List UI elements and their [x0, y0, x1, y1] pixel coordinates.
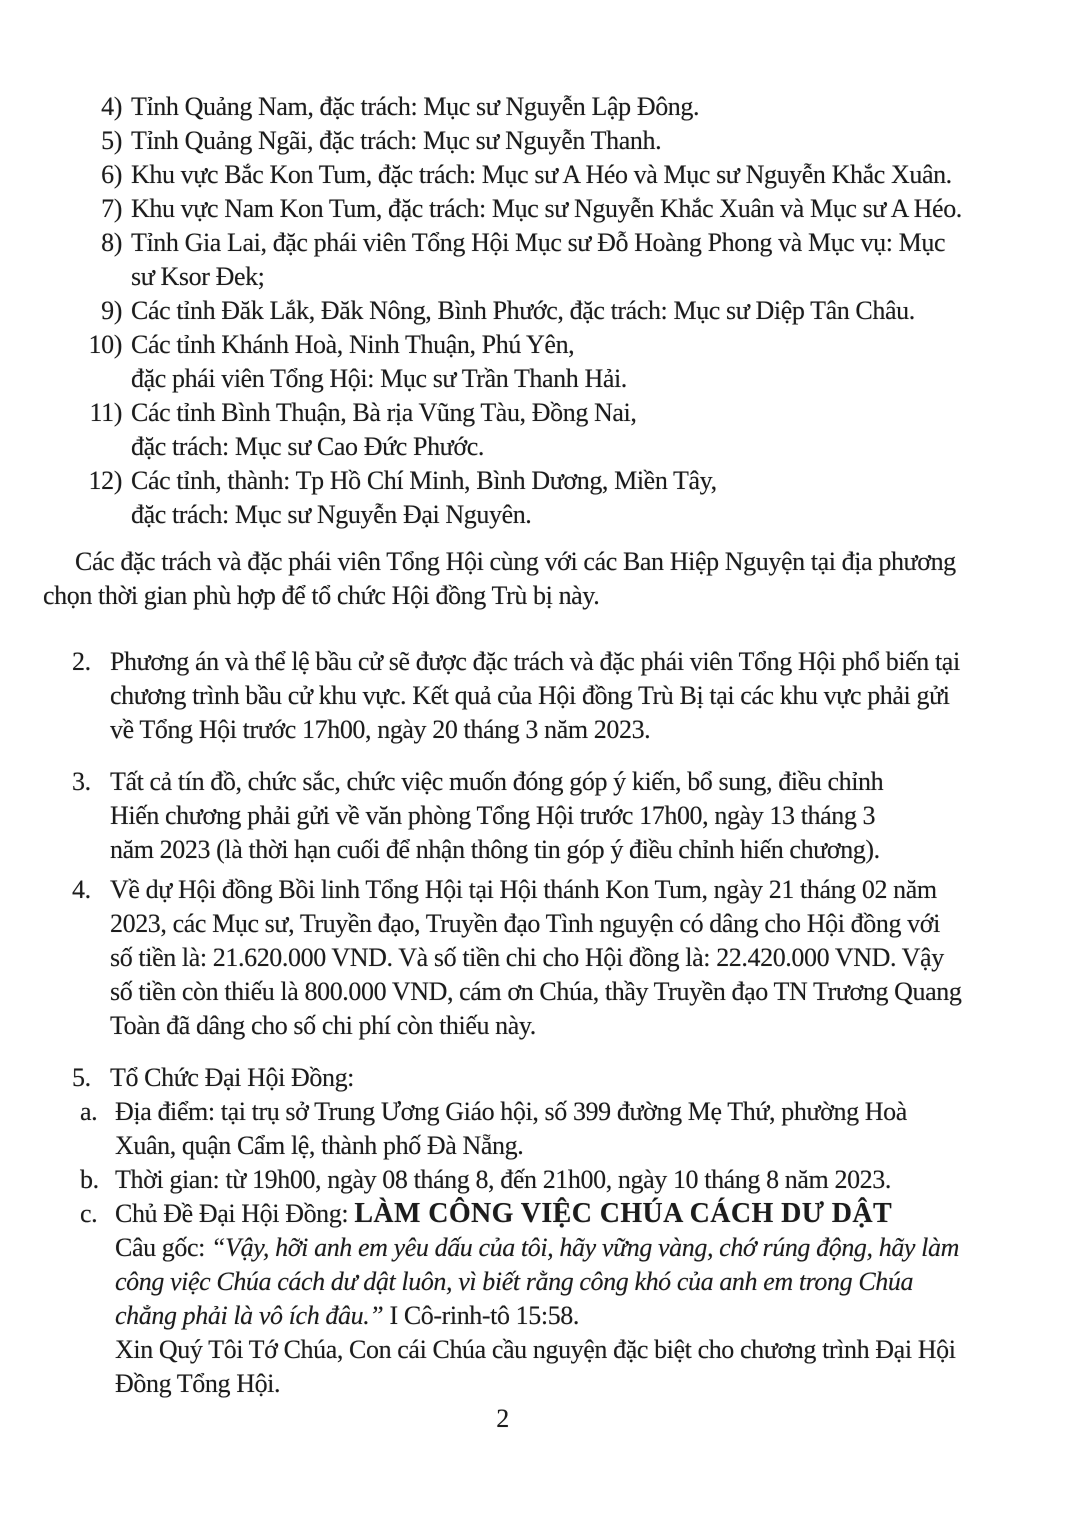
verse-quote [0, 1231, 1069, 1333]
list-item-number: 11) [89, 398, 122, 427]
list-item-number: 9) [101, 296, 122, 325]
list-item-continuation: về Tổng Hội trước 17h00, ngày 20 tháng 3 năm 2023. [110, 715, 651, 744]
numbered-item-4 [0, 873, 1069, 1043]
list-item-text: Tỉnh Quảng Ngãi, đặc trách: Mục sư Nguyễn Thanh. [131, 126, 662, 155]
list-item-text: Địa điểm: tại trụ sở Trung Ương Giáo hội, số 399 đường Mẹ Thứ, phường Hoà [115, 1097, 907, 1126]
list-item-number: 4. [72, 875, 91, 904]
theme-label: Chủ Đề Đại Hội Đồng: [115, 1199, 355, 1228]
list-item [0, 1197, 1069, 1231]
list-item-letter: a. [80, 1097, 98, 1126]
list-item-continuation: số tiền là: 21.620.000 VND. Và số tiền chi cho Hội đồng là: 22.420.000 VND. Vậy [110, 943, 944, 972]
paragraph-line: Các đặc trách và đặc phái viên Tổng Hội cùng với các Ban Hiệp Nguyện tại địa phương [75, 547, 956, 576]
page-footer [0, 1402, 1069, 1436]
page-number: 2 [496, 1404, 509, 1433]
list-item [0, 464, 1069, 498]
list-item [0, 1095, 1069, 1129]
list-item [0, 1163, 1069, 1197]
numbered-item-5 [0, 1061, 1069, 1095]
paragraph-line: Xin Quý Tôi Tớ Chúa, Con cái Chúa cầu nguyện đặc biệt cho chương trình Đại Hội [115, 1335, 956, 1364]
list-item-text: Khu vực Bắc Kon Tum, đặc trách: Mục sư A Héo và Mục sư Nguyễn Khắc Xuân. [131, 160, 952, 189]
section-heading: Tổ Chức Đại Hội Đồng: [110, 1063, 354, 1092]
list-item-text: Các tỉnh Đăk Lắk, Đăk Nông, Bình Phước, đặc trách: Mục sư Diệp Tân Châu. [131, 296, 915, 325]
list-item-number: 6) [101, 160, 122, 189]
list-item-text: Các tỉnh, thành: Tp Hồ Chí Minh, Bình Dương, Miền Tây, [131, 466, 717, 495]
list-item-continuation: Toàn đã dâng cho số chi phí còn thiếu này. [110, 1011, 536, 1040]
list-item-continuation: năm 2023 (là thời hạn cuối để nhận thông tin góp ý điều chỉnh hiến chương). [110, 835, 880, 864]
list-item-number: 8) [101, 228, 122, 257]
verse-text: công việc Chúa cách dư dật luôn, vì biết rằng công khó của anh em trong Chúa [115, 1267, 914, 1296]
list-item-text: Về dự Hội đồng Bồi linh Tổng Hội tại Hội thánh Kon Tum, ngày 21 tháng 02 năm [110, 875, 937, 904]
list-item-continuation: Xuân, quận Cẩm lệ, thành phố Đà Nẵng. [115, 1131, 524, 1160]
list-item-number: 7) [101, 194, 122, 223]
list-item-text: Phương án và thể lệ bầu cử sẽ được đặc trách và đặc phái viên Tổng Hội phổ biến tại [110, 647, 960, 676]
list-item [0, 765, 1069, 799]
list-item-continuation: 2023, các Mục sư, Truyền đạo, Truyền đạo Tình nguyện có dâng cho Hội đồng với [110, 909, 940, 938]
sub-item-c [0, 1197, 1069, 1231]
list-item-number: 4) [101, 92, 122, 121]
list-item-continuation: đặc phái viên Tổng Hội: Mục sư Trần Thanh Hải. [131, 364, 627, 393]
prayer-note [0, 1333, 1069, 1401]
verse-line [0, 1299, 1069, 1333]
list-item-continuation: sư Ksor Đek; [131, 262, 265, 291]
list-item-text: Tỉnh Gia Lai, đặc phái viên Tổng Hội Mục sư Đỗ Hoàng Phong và Mục vụ: Mục [131, 228, 946, 257]
list-item [0, 645, 1069, 679]
list-item [0, 226, 1069, 260]
list-item-number: 3. [72, 767, 91, 796]
list-item-continuation: đặc trách: Mục sư Nguyễn Đại Nguyên. [131, 500, 532, 529]
verse-label: Câu gốc: [115, 1233, 212, 1262]
list-item-number: 10) [88, 330, 122, 359]
theme-title: LÀM CÔNG VIỆC CHÚA CÁCH DƯ DẬT [354, 1198, 893, 1229]
list-item [0, 396, 1069, 430]
list-item-number: 2. [72, 647, 91, 676]
list-item-text: Các tỉnh Khánh Hoà, Ninh Thuận, Phú Yên, [131, 330, 575, 359]
list-item [0, 90, 1069, 124]
list-item-continuation: số tiền còn thiếu là 800.000 VND, cám ơn Chúa, thầy Truyền đạo TN Trương Quang [110, 977, 962, 1006]
list-item-text: Tỉnh Quảng Nam, đặc trách: Mục sư Nguyễn Lập Đông. [131, 92, 700, 121]
regional-roster-list [0, 90, 1069, 532]
list-item-number: 5) [101, 126, 122, 155]
list-item [0, 192, 1069, 226]
list-item [0, 873, 1069, 907]
list-item [0, 328, 1069, 362]
list-item [0, 124, 1069, 158]
verse-text: chẳng phải là vô ích đâu.” [115, 1301, 384, 1330]
verse-line [0, 1231, 1069, 1265]
list-item [0, 294, 1069, 328]
list-item-letter: b. [80, 1165, 99, 1194]
list-item-number: 12) [88, 466, 122, 495]
verse-reference: I Cô-rinh-tô 15:58. [383, 1301, 580, 1330]
list-item-text: Thời gian: từ 19h00, ngày 08 tháng 8, đến 21h00, ngày 10 tháng 8 năm 2023. [115, 1165, 891, 1194]
list-item-number: 5. [72, 1063, 91, 1092]
paragraph-line: Đồng Tổng Hội. [115, 1369, 281, 1398]
list-item-continuation: Hiến chương phải gửi về văn phòng Tổng Hội trước 17h00, ngày 13 tháng 3 [110, 801, 876, 830]
paragraph-line: chọn thời gian phù hợp để tổ chức Hội đồng Trù bị này. [43, 581, 600, 610]
list-item-continuation: đặc trách: Mục sư Cao Đức Phước. [131, 432, 484, 461]
verse-text: “Vậy, hỡi anh em yêu dấu của tôi, hãy vững vàng, chớ rúng động, hãy làm [211, 1233, 959, 1262]
list-item-text [115, 1197, 892, 1231]
list-item-continuation: chương trình bầu cử khu vực. Kết quả của Hội đồng Trù Bị tại các khu vực phải gửi [110, 681, 950, 710]
closing-paragraph [0, 545, 1069, 613]
list-item [0, 158, 1069, 192]
list-item-letter: c. [80, 1199, 98, 1228]
numbered-item-2 [0, 645, 1069, 747]
sub-item-b [0, 1163, 1069, 1197]
verse-line [0, 1265, 1069, 1299]
list-item-text: Khu vực Nam Kon Tum, đặc trách: Mục sư Nguyễn Khắc Xuân và Mục sư A Héo. [131, 194, 962, 223]
list-item-text: Tất cả tín đồ, chức sắc, chức việc muốn đóng góp ý kiến, bổ sung, điều chỉnh [110, 767, 884, 796]
list-item [0, 1061, 1069, 1095]
list-item-text: Các tỉnh Bình Thuận, Bà rịa Vũng Tàu, Đồng Nai, [131, 398, 637, 427]
numbered-item-3 [0, 765, 1069, 867]
sub-item-a [0, 1095, 1069, 1163]
